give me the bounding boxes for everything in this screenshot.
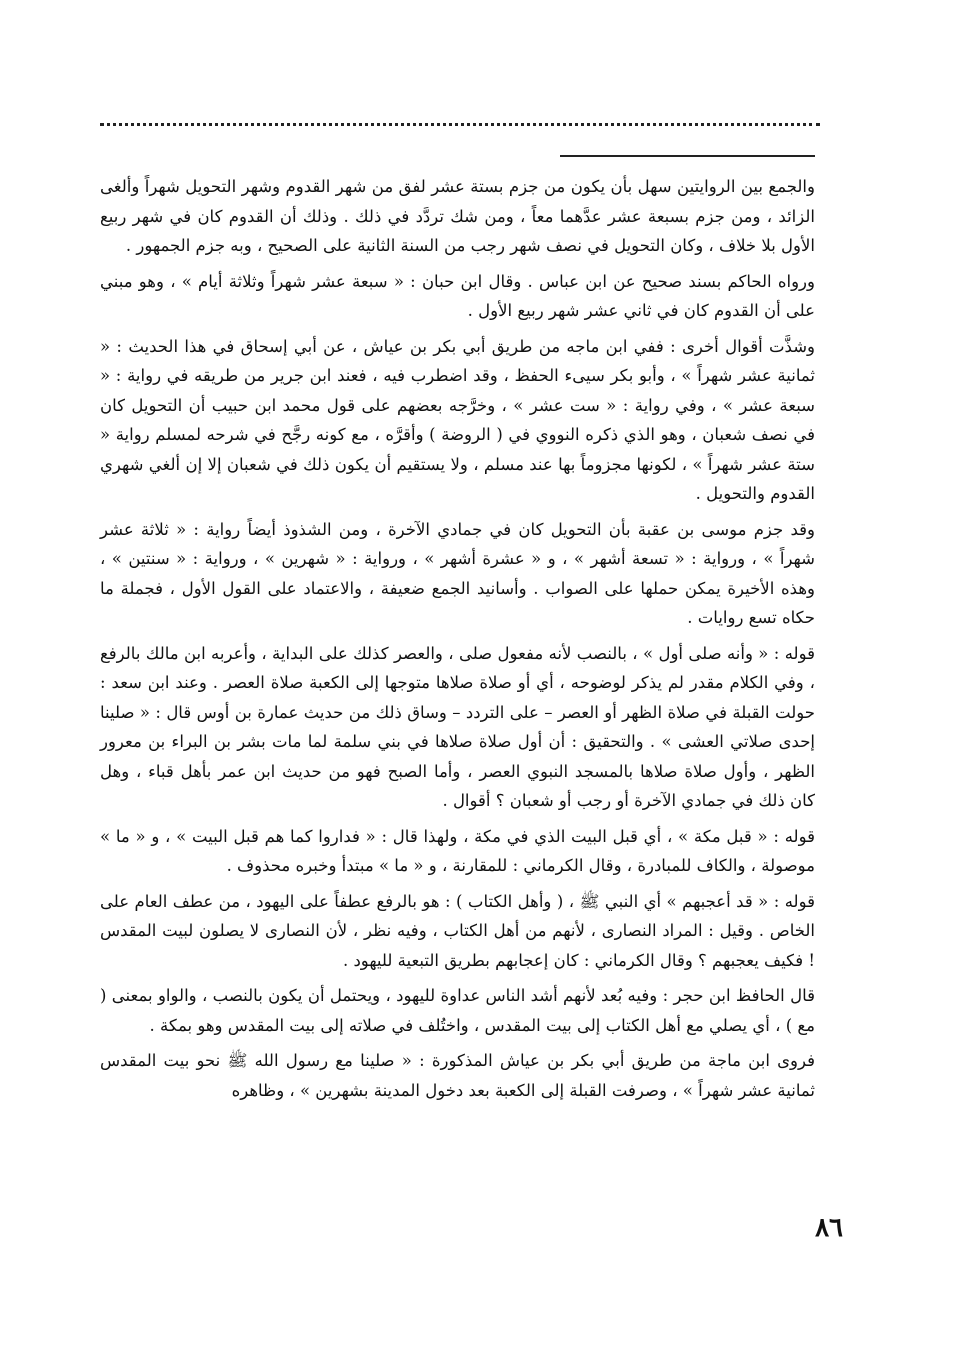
paragraph-3: وشذَّت أقوال أخرى : ففي ابن ماجه من طريق أبي بكر بن عياش ، عن أبي إسحاق في هذا الحديث : « ثمانية عشر شهراً » ، وأبو بكر سيىء الحفظ ، وقد اضطرب فيه ، فعند ابن جرير من طريقه في رواية : « سبعة عشر » ، وفي رواية : « ست عشر » ، وخرَّجه بعضهم على قول محمد ابن حبيب أن التحويل كان في نصف شعبان ، وهو الذي ذكره النووي في ( الروضة ) وأقرَّه ، مع كونه رجَّح في شرحه لمسلم رواية « ستة عشر شهراً » ، لكونها مجزوماً بها عند مسلم ، ولا يستقيم أن يكون ذلك في شعبان إلا إن ألغي شهري القدوم والتحويل . [100,336,815,503]
header-dotted-rule [100,123,820,126]
paragraph-7: قوله : « قد أعجبهم » أي النبي ﷺ ، ( وأهل الكتاب ) : هو بالرفع عطفاً على اليهود ، من عطف العام على الخاص . وقيل : المراد النصارى ، لأنهم من أهل الكتاب ، وفيه نظر ، لأن النصارى لا يصلون لبيت المقدس ! فكيف يعجبهم ؟ وقال الكرماني : كان إعجابهم بطريق التبعية لليهود . [100,891,815,970]
paragraph-5: قوله : « وأنه صلى أول » ، بالنصب لأنه مفعول صلى ، والعصر كذلك على البداية ، وأعربه ابن مالك بالرفع ، وفي الكلام مقدر لم يذكر لوضوحه ، أي أو صلاة صلاها متوجها إلى الكعبة صلاة العصر . وعند ابن سعد : حولت القبلة في صلاة الظهر أو العصر – على التردد – وساق ذلك من حديث عمارة بن أوس قال : « صلينا إحدى صلاتي العشى » . والتحقيق : أن أول صلاة صلاها في بني سلمة لما مات بشر بن البراء بن معرور الظهر ، وأول صلاة صلاها بالمسجد النبوي العصر ، وأما الصبح فهو من حديث ابن عمر بأهل قباء ، وهل كان ذلك في جمادي الآخرة أو رجب أو شعبان ؟ أقوال . [100,643,815,810]
footnote-separator-rule [560,155,815,157]
body-text [100,172,815,1111]
page-number: ٨٦ [815,1213,843,1243]
paragraph-1: والجمع بين الروايتين سهل بأن يكون من جزم بستة عشر لفق من شهر القدوم وشهر التحويل شهراً وألغى الزائد ، ومن جزم بسبعة عشر عدَّهما معاً ، ومن شك تردَّد في ذلك . وذلك أن القدوم كان في شهر ربيع الأول بلا خلاف ، وكان التحويل في نصف شهر رجب من السنة الثانية على الصحيح ، وبه جزم الجمهور . [100,177,815,255]
paragraph-6: قوله : « قبل مكة » ، أي قبل البيت الذي في مكة ، ولهذا قال : « فداروا كما هم قبل البيت » ، و « ما » موصولة ، والكاف للمبادرة ، وقال الكرماني : للمقارنة ، و « ما » مبتدأ وخبره محذوف . [100,826,815,875]
paragraph-2: ورواه الحاكم بسند صحيح عن ابن عباس . وقال ابن حبان : « سبعة عشر شهراً وثلاثة أيام » ، وهو مبني على أن القدوم كان في ثاني عشر شهر ربيع الأول . [100,271,815,320]
paragraph-9: فروى ابن ماجة من طريق أبي بكر بن عياش المذكورة : « صلينا مع رسول الله ﷺ نحو بيت المقدس ثمانية عشر شهراً » ، وصرفت القبلة إلى الكعبة بعد دخول المدينة بشهرين » ، وظاهره [100,1051,815,1100]
paragraph-8: قال الحافظ ابن حجر : وفيه بُعد لأنهم أشد الناس عداوة لليهود ، ويحتمل أن يكون بالنصب ، والواو بمعنى ( مع ) ، أي يصلي مع أهل الكتاب إلى بيت المقدس ، واختُلف في صلاته إلى بيت المقدس وهو بمكة . [100,986,815,1035]
paragraph-4: وقد جزم موسى بن عقبة بأن التحويل كان في جمادي الآخرة ، ومن الشذوذ أيضاً رواية : « ثلاثة عشر شهراً » ، ورواية : « تسعة أشهر » ، و « عشرة أشهر » ، ورواية : « شهرين » ، ورواية : « سنتين » ، وهذه الأخيرة يمكن حملها على الصواب . وأسانيد الجمع ضعيفة ، والاعتماد على القول الأول ، فجملة ما حكاه تسع روايات . [100,519,815,627]
